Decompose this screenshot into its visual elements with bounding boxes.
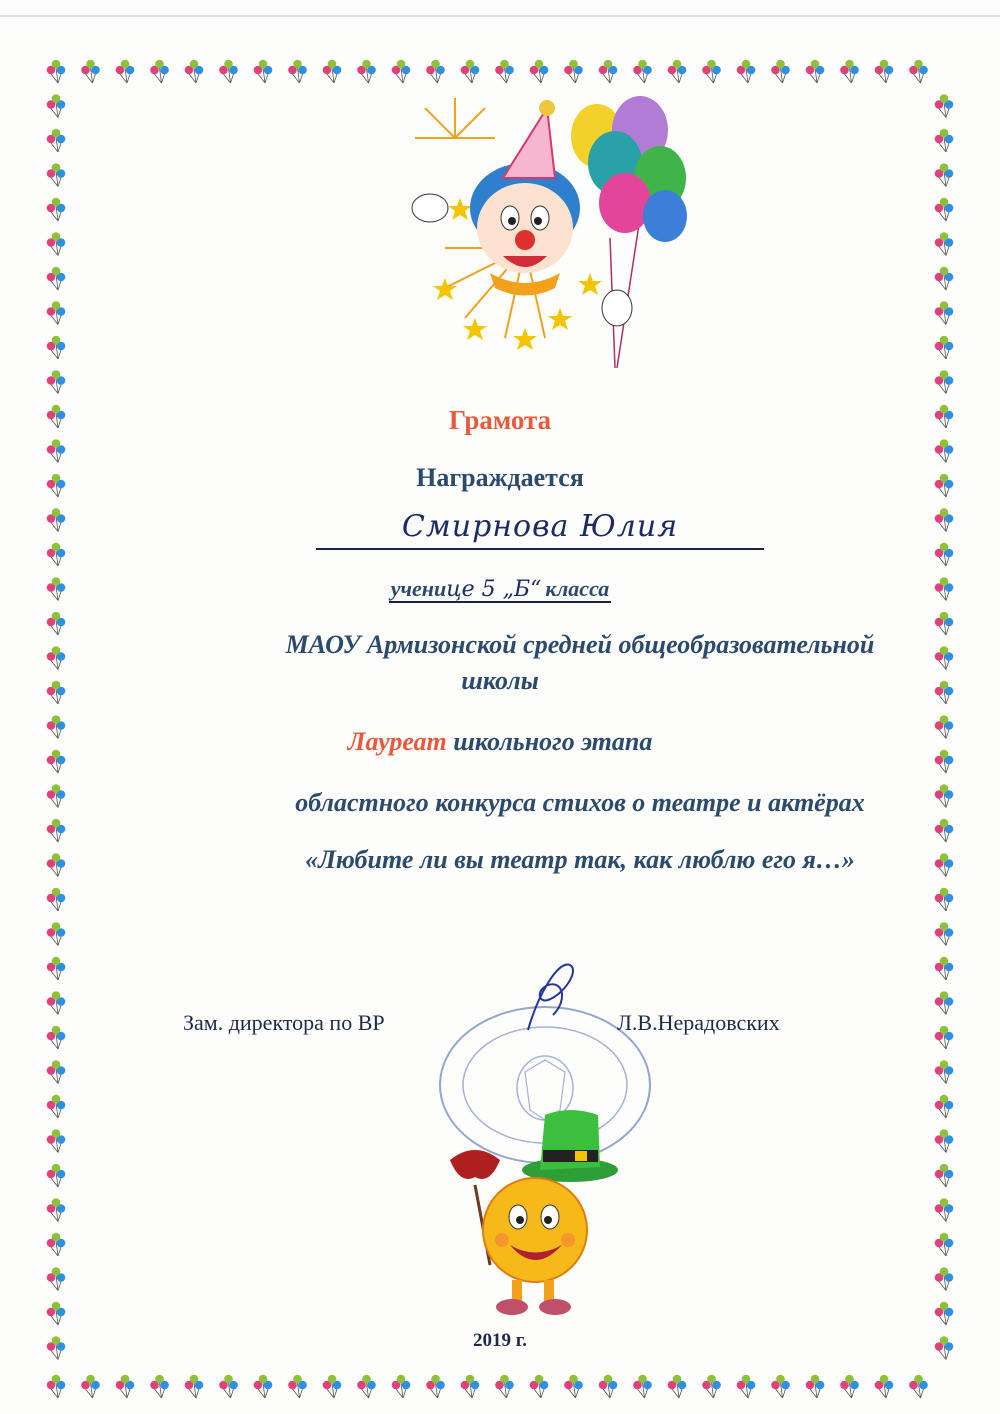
balloon-bunch xyxy=(668,1375,687,1398)
balloon-bunch xyxy=(935,1164,954,1187)
balloon-bunch xyxy=(935,1198,954,1221)
clown-illustration xyxy=(385,88,705,378)
balloon-bunch xyxy=(323,60,342,83)
balloon-bunch xyxy=(219,60,238,83)
balloon-bunch xyxy=(935,1026,954,1049)
sun-character-illustration xyxy=(440,1105,640,1320)
balloon-bunch xyxy=(599,1375,618,1398)
balloon-bunch xyxy=(840,60,859,83)
balloon-bunch xyxy=(47,439,66,462)
balloon-bunch xyxy=(47,957,66,980)
laureate-word: Лауреат xyxy=(347,727,447,756)
balloon-bunch xyxy=(47,60,66,83)
contest-motto: «Любите ли вы театр так, как люблю его я…» xyxy=(305,845,855,874)
balloon-bunch xyxy=(495,1375,514,1398)
balloon-bunch xyxy=(47,1164,66,1187)
balloon-bunch xyxy=(935,1233,954,1256)
balloon-bunch xyxy=(495,60,514,83)
balloon-bunch xyxy=(935,1095,954,1118)
balloon-bunch xyxy=(564,1375,583,1398)
balloon-bunch xyxy=(935,888,954,911)
balloon-bunch xyxy=(599,60,618,83)
school-line-2: школы xyxy=(461,666,539,695)
balloon-bunch xyxy=(47,819,66,842)
balloon-bunch xyxy=(806,60,825,83)
balloon-bunch xyxy=(47,1302,66,1325)
balloon-bunch xyxy=(254,60,273,83)
balloon-bunch xyxy=(150,1375,169,1398)
signer-name: Л.В.Нерадовских xyxy=(617,1010,780,1035)
balloon-bunch xyxy=(935,336,954,359)
balloon-bunch xyxy=(771,60,790,83)
balloon-bunch xyxy=(771,1375,790,1398)
balloon-bunch xyxy=(633,60,652,83)
balloon-bunch xyxy=(219,1375,238,1398)
balloon-bunch xyxy=(47,1129,66,1152)
balloon-bunch xyxy=(47,543,66,566)
balloon-bunch xyxy=(357,1375,376,1398)
balloon-bunch xyxy=(185,1375,204,1398)
balloon-bunch xyxy=(935,957,954,980)
balloon-bunch xyxy=(668,60,687,83)
awarded-label: Награждается xyxy=(416,463,584,492)
balloon-bunch xyxy=(150,60,169,83)
balloon-bunch xyxy=(461,60,480,83)
balloon-bunch xyxy=(935,301,954,324)
balloon-bunch xyxy=(81,1375,100,1398)
balloon-bunch xyxy=(702,1375,721,1398)
balloon-bunch xyxy=(935,198,954,221)
balloon-bunch xyxy=(737,60,756,83)
balloon-bunch xyxy=(47,267,66,290)
balloons xyxy=(571,96,687,368)
balloon-bunch xyxy=(935,439,954,462)
balloon-bunch xyxy=(47,301,66,324)
balloon-bunch xyxy=(47,1060,66,1083)
contest-line: областного конкурса стихов о театре и актёрах xyxy=(295,788,865,817)
recipient-name: Смирнова Юлия xyxy=(316,506,764,550)
balloon-bunch xyxy=(935,922,954,945)
balloon-bunch xyxy=(530,60,549,83)
balloon-bunch xyxy=(935,267,954,290)
balloon-bunch xyxy=(875,60,894,83)
balloon-bunch xyxy=(47,1267,66,1290)
balloon-bunch xyxy=(935,508,954,531)
balloon-bunch xyxy=(47,129,66,152)
balloon-bunch xyxy=(47,888,66,911)
balloon-bunch xyxy=(254,1375,273,1398)
balloon-bunch xyxy=(323,1375,342,1398)
balloon-bunch xyxy=(935,819,954,842)
balloon-bunch xyxy=(426,60,445,83)
certificate-title: Грамота xyxy=(448,405,552,435)
balloon-bunch xyxy=(392,60,411,83)
issue-year: 2019 г. xyxy=(473,1330,527,1351)
balloon-bunch xyxy=(935,163,954,186)
balloon-bunch xyxy=(47,370,66,393)
balloon-bunch xyxy=(909,60,928,83)
balloon-bunch xyxy=(47,336,66,359)
balloon-bunch xyxy=(47,198,66,221)
balloon-bunch xyxy=(935,991,954,1014)
balloon-bunch xyxy=(392,1375,411,1398)
class-suffix: класса xyxy=(545,576,610,601)
balloon-bunch xyxy=(935,543,954,566)
balloon-bunch xyxy=(47,1375,66,1398)
balloon-bunch xyxy=(47,922,66,945)
balloon-bunch xyxy=(47,508,66,531)
balloon-bunch xyxy=(116,1375,135,1398)
balloon-bunch xyxy=(47,232,66,255)
balloon-bunch xyxy=(840,1375,859,1398)
balloon-bunch xyxy=(288,1375,307,1398)
balloon-bunch xyxy=(47,94,66,117)
balloon-bunch xyxy=(935,370,954,393)
balloon-bunch xyxy=(461,1375,480,1398)
balloon-bunch xyxy=(47,163,66,186)
balloon-bunch xyxy=(935,1302,954,1325)
balloon-bunch xyxy=(633,1375,652,1398)
balloon-bunch xyxy=(564,60,583,83)
balloon-bunch xyxy=(935,94,954,117)
class-line xyxy=(0,576,1000,602)
balloon-bunch xyxy=(875,1375,894,1398)
balloon-bunch xyxy=(81,60,100,83)
balloon-bunch xyxy=(426,1375,445,1398)
balloon-bunch xyxy=(185,60,204,83)
laureate-line xyxy=(0,727,1000,757)
balloon-bunch xyxy=(935,1267,954,1290)
balloon-bunch xyxy=(47,991,66,1014)
balloon-bunch xyxy=(909,1375,928,1398)
signer-role: Зам. директора по ВР xyxy=(183,1010,385,1035)
laureate-rest: школьного этапа xyxy=(446,727,653,756)
balloon-bunch xyxy=(935,129,954,152)
balloon-bunch xyxy=(116,60,135,83)
balloon-bunch xyxy=(530,1375,549,1398)
balloon-bunch xyxy=(47,1233,66,1256)
signature xyxy=(508,955,588,1035)
class-handwritten: це 5 „Б“ xyxy=(446,577,542,602)
balloon-bunch xyxy=(935,1129,954,1152)
balloon-bunch xyxy=(47,1026,66,1049)
balloon-bunch xyxy=(737,1375,756,1398)
balloon-bunch xyxy=(702,60,721,83)
green-top-hat xyxy=(522,1110,618,1182)
balloon-bunch xyxy=(806,1375,825,1398)
balloon-bunch xyxy=(288,60,307,83)
balloon-bunch xyxy=(357,60,376,83)
balloon-bunch xyxy=(935,232,954,255)
class-prefix: учени xyxy=(390,576,447,601)
balloon-bunch xyxy=(47,1198,66,1221)
school-line-1: МАОУ Армизонской средней общеобразовательной xyxy=(285,630,875,659)
balloon-bunch xyxy=(935,1060,954,1083)
balloon-bunch xyxy=(47,1095,66,1118)
